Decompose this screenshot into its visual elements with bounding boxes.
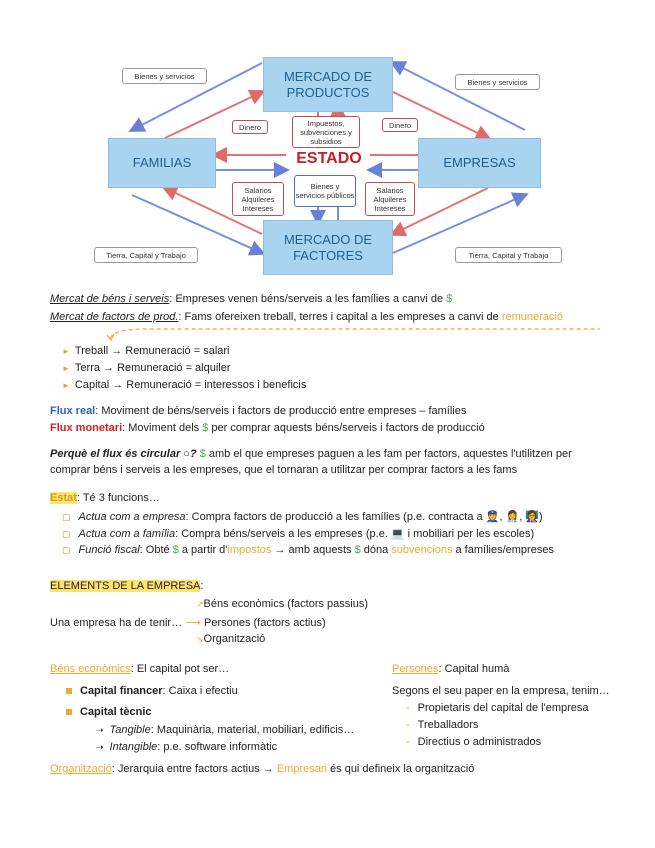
tierra-label-right: Tierra, Capital y Trabajo — [455, 247, 562, 263]
organitzacio-line: Organització: Jerarquia entre factors actius → Empresari és qui defineix la organització — [50, 763, 475, 775]
familias-label: FAMILIAS — [132, 155, 192, 170]
dollar-icon: $ — [202, 422, 209, 434]
tierra-label-left: Tierra, Capital y Trabajo — [94, 247, 198, 263]
dollar-icon: $ — [199, 448, 206, 460]
flux-real-line: Flux real: Moviment de béns/serveis i factors de producció entre empreses – famílies — [50, 405, 467, 417]
dollar-icon: $ — [354, 544, 361, 556]
flux-monetari-label: Flux monetari — [50, 422, 123, 434]
elements-title: ELEMENTS DE LA EMPRESA — [50, 580, 201, 592]
flux-monetari-line: Flux monetari: Moviment dels $ per comprar aquests béns/serveis i factors de producció — [50, 422, 485, 434]
estat-func-1: ▢ Actua com a empresa: Compra factors de producció a les famílies (p.e. contracta a 👮, 👩‍⚕️, 👩‍🏫) — [62, 511, 543, 523]
elements-item-3: ↘Organització — [196, 633, 266, 645]
persones-item-1: - Propietaris del capital de l'empresa — [406, 702, 589, 714]
mercat-factors-label: Mercat de factors de prod. — [50, 311, 179, 323]
elements-item-1: ↗Béns econòmics (factors passius) — [196, 598, 368, 610]
empresas-box — [418, 138, 541, 188]
estat-func-3: ▢ Funció fiscal: Obté $ a partir d'impostos → amb aquests $ dóna subvencions a famílies/empreses — [62, 544, 554, 556]
organitzacio-label: Organització — [50, 763, 112, 775]
remun-item-1: ► Treball → Remuneració = salari — [62, 345, 230, 357]
flux-circular-line-2: comprar béns i serveis a les empreses, que el tornaran a utilitzar per comprar factors a les fams — [50, 464, 518, 476]
bens-title-line: Béns econòmics: El capital pot ser… — [50, 663, 230, 675]
bienes-label-left: Bienes y servicios — [122, 68, 207, 84]
capital-intangible: ➝ Intangible: p.e. software informàtic — [96, 741, 278, 753]
bienes-label-right: Bienes y servicios — [455, 74, 540, 90]
estat-label: Estat — [50, 492, 77, 504]
persones-item-2: - Treballadors — [406, 719, 479, 731]
dinero-label-left: Dinero — [232, 120, 268, 134]
mercat-factors-line — [50, 311, 563, 323]
dollar-icon: $ — [172, 544, 179, 556]
mercado-factores-label: MERCADO DE FACTORES — [283, 231, 373, 263]
mercado-productos-label: MERCADO DE PRODUCTOS — [283, 68, 373, 100]
capital-financer: Capital financer: Caixa i efectiu — [66, 685, 238, 697]
dinero-label-right: Dinero — [382, 118, 418, 132]
mercat-bens-text: : Empreses venen béns/serveis a les famílies a canvi de — [169, 293, 447, 305]
flux-real-label: Flux real — [50, 405, 96, 417]
elements-intro: Una empresa ha de tenir… ⟶ Persones (factors actius) — [50, 617, 326, 629]
remuneracio-highlight: remuneració — [501, 311, 563, 323]
familias-box — [108, 138, 216, 188]
remun-item-3: ► Capital → Remuneració = interessos i beneficis — [62, 379, 307, 391]
capital-tangible: ➝ Tangible: Maquinària, material, mobiliari, edificis… — [96, 724, 355, 736]
remun-item-2: ► Terra → Remuneració = alquiler — [62, 362, 231, 374]
impuestos-label: Impuestos, subvenciones y subsidios — [292, 116, 360, 148]
circular-question: Perquè el flux és circular ○? — [50, 448, 197, 460]
persones-title-line: Persones: Capital humà — [392, 663, 510, 675]
estat-func-2: ▢ Actua com a família: Compra béns/serveis a les empreses (p.e. 💻 i mobiliari per les escoles) — [62, 528, 535, 540]
persones-label: Persones — [392, 663, 439, 675]
mercat-bens-line — [50, 293, 452, 305]
salarios-label-right: Salarios Alquileres Intereses — [365, 182, 415, 216]
dollar-icon: $ — [446, 293, 453, 305]
capital-tecnic: Capital tècnic — [66, 706, 152, 718]
mercat-bens-label: Mercat de béns i serveis — [50, 293, 170, 305]
elements-title-line: ELEMENTS DE LA EMPRESA: — [50, 580, 204, 592]
salarios-label-left: Salarios Alquileres Intereses — [232, 182, 284, 216]
empresas-label: EMPRESAS — [443, 155, 516, 170]
mercat-factors-text: : Fams ofereixen treball, terres i capital a les empreses a canvi de — [178, 311, 502, 323]
flux-circular-line-1: Perquè el flux és circular ○? $ amb el que empreses paguen a les fam per factors, aquestes l'utilitzen per — [50, 448, 572, 460]
bienes-publicos-label: Bienes y servicios públicos — [294, 175, 356, 207]
estado-label: ESTADO — [296, 150, 362, 167]
bens-label: Béns econòmics — [50, 663, 131, 675]
curved-dashed-arrow — [105, 323, 605, 343]
persones-item-3: - Directius o administrados — [406, 736, 542, 748]
circular-flow-diagram — [0, 0, 655, 285]
persones-intro: Segons el seu paper en la empresa, tenim… — [392, 685, 610, 697]
mercado-productos-box — [263, 57, 393, 112]
mercado-factores-box — [263, 220, 393, 275]
estat-line: Estat: Té 3 funcions… — [50, 492, 160, 504]
